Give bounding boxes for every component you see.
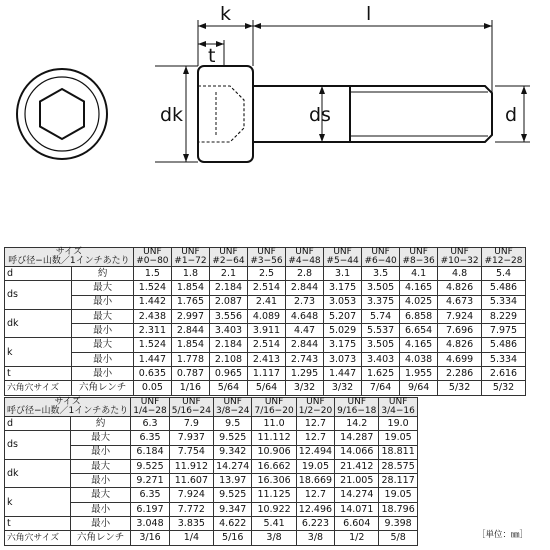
table-cell: 16.306 — [252, 474, 296, 488]
size-header-sublabel: 呼び径−山数／1インチあたり — [7, 406, 129, 416]
table-cell: 7.924 — [169, 488, 213, 502]
table-cell: 3.175 — [324, 338, 362, 352]
table-row — [5, 352, 526, 366]
row-sublabel: 最小 — [72, 367, 134, 381]
table-cell: 4.673 — [438, 295, 482, 309]
table-cell: 9.398 — [379, 517, 417, 531]
table-cell: 1.442 — [133, 295, 171, 309]
table-cell: 6.35 — [131, 488, 169, 502]
thread-type: UNF — [450, 247, 469, 257]
table-cell: 1/4 — [169, 531, 213, 545]
row-sublabel: 最大 — [72, 281, 134, 295]
bolt-drawing — [0, 0, 550, 245]
table-cell: 2.73 — [286, 295, 324, 309]
thread-size: 9/16−18 — [337, 406, 377, 416]
table-cell: 11.912 — [169, 459, 213, 473]
table-cell: 4.025 — [400, 295, 438, 309]
table-cell: 19.05 — [296, 459, 334, 473]
table-cell: 19.05 — [379, 488, 417, 502]
row-label: k — [5, 338, 72, 367]
table-cell: 3.375 — [362, 295, 400, 309]
thread-type: UNF — [494, 247, 513, 257]
table-cell: 9.271 — [131, 474, 169, 488]
table-cell: 2.108 — [209, 352, 247, 366]
table-cell: 0.787 — [171, 367, 209, 381]
table-cell: 6.35 — [131, 431, 169, 445]
table-row — [5, 324, 526, 338]
row-sublabel: 最大 — [70, 431, 130, 445]
shank-outline — [253, 86, 492, 142]
table-cell: 9.525 — [213, 488, 251, 502]
size-header-sublabel: 呼び径−山数／1インチあたり — [8, 256, 130, 266]
size-column-header — [133, 248, 171, 267]
table-cell: 5.029 — [324, 324, 362, 338]
table-cell: 14.071 — [335, 502, 379, 516]
thread-size: 3/4−16 — [381, 406, 415, 416]
table-cell: 9/64 — [400, 381, 438, 395]
size-column-header — [131, 398, 169, 417]
row-sublabel: 最小 — [72, 352, 134, 366]
table-cell: 2.184 — [209, 281, 247, 295]
table-cell: 5.74 — [362, 309, 400, 323]
thread-type: UNF — [219, 247, 238, 257]
table-cell: 2.844 — [286, 281, 324, 295]
row-sublabel: 最大 — [70, 459, 130, 473]
table-cell: 0.05 — [133, 381, 171, 395]
table-cell: 19.0 — [379, 417, 417, 431]
table-cell: 8.229 — [482, 309, 526, 323]
row-sublabel: 六角レンチ — [70, 531, 130, 545]
table-row — [5, 295, 526, 309]
table-cell: 5.334 — [482, 352, 526, 366]
thread-type: UNF — [223, 397, 242, 407]
table-row — [5, 531, 418, 545]
table-row — [5, 281, 526, 295]
table-cell: 2.438 — [133, 309, 171, 323]
size-header-label: サイズ — [55, 247, 83, 257]
thread-size: 1/4−28 — [133, 406, 167, 416]
row-label: d — [5, 417, 71, 431]
table-cell: 12.496 — [296, 502, 334, 516]
table-cell: 3.911 — [247, 324, 285, 338]
table-cell: 9.5 — [213, 417, 251, 431]
table-cell: 1.955 — [400, 367, 438, 381]
table-cell: 3.556 — [209, 309, 247, 323]
row-sublabel: 六角レンチ — [72, 381, 134, 395]
table-cell: 7.975 — [482, 324, 526, 338]
table-cell: 3/8 — [252, 531, 296, 545]
table-cell: 1.524 — [133, 281, 171, 295]
row-label: dk — [5, 309, 72, 338]
size-column-header — [335, 398, 379, 417]
table-cell: 18.796 — [379, 502, 417, 516]
table-cell: 1/16 — [171, 381, 209, 395]
thread-size: #8−36 — [402, 256, 435, 266]
row-sublabel: 最小 — [72, 324, 134, 338]
size-column-header — [213, 398, 251, 417]
row-label: k — [5, 488, 71, 517]
table-cell: 4.038 — [400, 352, 438, 366]
row-label: ds — [5, 431, 71, 460]
table-cell: 11.112 — [252, 431, 296, 445]
table-cell: 1.295 — [286, 367, 324, 381]
table-row — [5, 267, 526, 281]
table-cell: 5.486 — [482, 281, 526, 295]
table-cell: 3.053 — [324, 295, 362, 309]
size-header-cell — [5, 248, 134, 267]
table-cell: 2.286 — [438, 367, 482, 381]
table-cell: 28.117 — [379, 474, 417, 488]
table-cell: 14.2 — [335, 417, 379, 431]
size-column-header — [209, 248, 247, 267]
table-cell: 1/2 — [335, 531, 379, 545]
table-cell: 3.175 — [324, 281, 362, 295]
table-cell: 10.906 — [252, 445, 296, 459]
row-sublabel: 最大 — [70, 488, 130, 502]
thread-type: UNF — [257, 247, 276, 257]
table-cell: 2.1 — [209, 267, 247, 281]
table-cell: 14.274 — [213, 459, 251, 473]
table-cell: 2.844 — [286, 338, 324, 352]
size-column-header — [400, 248, 438, 267]
table-cell: 4.1 — [400, 267, 438, 281]
table-cell: 12.494 — [296, 445, 334, 459]
table-cell: 6.223 — [296, 517, 334, 531]
table-cell: 5/16 — [213, 531, 251, 545]
table-cell: 4.622 — [213, 517, 251, 531]
thread-size: #2−64 — [212, 256, 245, 266]
row-sublabel: 最小 — [70, 445, 130, 459]
table-cell: 12.7 — [296, 417, 334, 431]
spec-table-2 — [4, 397, 418, 546]
table-cell: 2.5 — [247, 267, 285, 281]
table-cell: 2.8 — [286, 267, 324, 281]
table-cell: 3.505 — [362, 281, 400, 295]
spec-table-1 — [4, 247, 526, 396]
table-cell: 4.826 — [438, 338, 482, 352]
row-sublabel: 最小 — [70, 502, 130, 516]
table-cell: 4.8 — [438, 267, 482, 281]
table-cell: 1.778 — [171, 352, 209, 366]
table-cell: 2.087 — [209, 295, 247, 309]
table-cell: 1.765 — [171, 295, 209, 309]
table-cell: 5.537 — [362, 324, 400, 338]
table-row — [5, 517, 418, 531]
row-sublabel: 最小 — [70, 517, 130, 531]
dim-label-ds: ds — [309, 104, 331, 126]
table-cell: 3/8 — [296, 531, 334, 545]
size-column-header — [362, 248, 400, 267]
head-side-view — [198, 66, 253, 162]
table-row — [5, 381, 526, 395]
table-cell: 4.699 — [438, 352, 482, 366]
table-cell: 5/8 — [379, 531, 417, 545]
table-cell: 4.47 — [286, 324, 324, 338]
table-cell: 1.854 — [171, 338, 209, 352]
table-cell: 1.625 — [362, 367, 400, 381]
table-cell: 21.005 — [335, 474, 379, 488]
table-row — [5, 338, 526, 352]
table-cell: 5.41 — [252, 517, 296, 531]
thread-size: 1/2−20 — [298, 406, 333, 416]
table-cell: 1.447 — [133, 352, 171, 366]
table-cell: 2.514 — [247, 281, 285, 295]
row-sublabel: 最大 — [72, 309, 134, 323]
table-cell: 2.184 — [209, 338, 247, 352]
table-cell: 11.0 — [252, 417, 296, 431]
table-cell: 7.772 — [169, 502, 213, 516]
row-sublabel: 約 — [70, 417, 130, 431]
thread-size: 3/8−24 — [215, 406, 250, 416]
table-cell: 2.844 — [171, 324, 209, 338]
thread-size: #6−40 — [364, 256, 397, 266]
table-cell: 21.412 — [335, 459, 379, 473]
table-cell: 1.447 — [324, 367, 362, 381]
table-cell: 7.924 — [438, 309, 482, 323]
table-cell: 3.505 — [362, 338, 400, 352]
table-cell: 18.811 — [379, 445, 417, 459]
table-cell: 2.41 — [247, 295, 285, 309]
size-column-header — [482, 248, 526, 267]
table-cell: 5.207 — [324, 309, 362, 323]
thread-type: UNF — [143, 247, 162, 257]
head-end-view-outer — [17, 69, 107, 159]
dim-label-k: k — [220, 3, 232, 25]
table-cell: 12.7 — [296, 431, 334, 445]
dim-label-t: t — [208, 45, 216, 67]
table-cell: 1.524 — [133, 338, 171, 352]
table-cell: 9.525 — [131, 459, 169, 473]
size-column-header — [252, 398, 296, 417]
table-cell: 1.854 — [171, 281, 209, 295]
table-cell: 9.342 — [213, 445, 251, 459]
size-column-header — [296, 398, 334, 417]
table-cell: 1.117 — [247, 367, 285, 381]
table-cell: 0.965 — [209, 367, 247, 381]
table-cell: 3/16 — [131, 531, 169, 545]
thread-type: UNF — [140, 397, 160, 407]
row-label: dk — [5, 459, 71, 488]
size-column-header — [247, 248, 285, 267]
unit-note: ［単位：㎜］ — [476, 530, 528, 540]
size-column-header — [379, 398, 417, 417]
size-column-header — [324, 248, 362, 267]
table-cell: 3.403 — [209, 324, 247, 338]
thread-size: #10−32 — [440, 256, 479, 266]
thread-size: #1−72 — [174, 256, 207, 266]
size-column-header — [169, 398, 213, 417]
table-cell: 2.743 — [286, 352, 324, 366]
thread-size: 5/16−24 — [171, 406, 211, 416]
thread-type: UNF — [181, 247, 200, 257]
table-cell: 6.858 — [400, 309, 438, 323]
table-row — [5, 417, 418, 431]
table-cell: 3.5 — [362, 267, 400, 281]
thread-type: UNF — [333, 247, 352, 257]
table-cell: 6.3 — [131, 417, 169, 431]
table-cell: 7.9 — [169, 417, 213, 431]
table-cell: 5/64 — [247, 381, 285, 395]
table-cell: 7.696 — [438, 324, 482, 338]
dim-label-dk: dk — [160, 104, 184, 126]
table-cell: 28.575 — [379, 459, 417, 473]
thread-size: #5−44 — [326, 256, 359, 266]
hex-socket-icon — [40, 89, 84, 139]
table-cell: 1.8 — [171, 267, 209, 281]
thread-size: #0−80 — [136, 256, 169, 266]
thread-type: UNF — [388, 397, 408, 407]
table-cell: 5.4 — [482, 267, 526, 281]
table-cell: 5.486 — [482, 338, 526, 352]
table-cell: 9.525 — [213, 431, 251, 445]
row-sublabel: 最小 — [72, 295, 134, 309]
table-cell: 0.635 — [133, 367, 171, 381]
table-cell: 7/64 — [362, 381, 400, 395]
table-cell: 11.607 — [169, 474, 213, 488]
thread-type: UNF — [306, 397, 325, 407]
thread-type: UNF — [264, 397, 284, 407]
table-cell: 3.403 — [362, 352, 400, 366]
thread-size: #4−48 — [288, 256, 321, 266]
table-row — [5, 431, 418, 445]
size-column-header — [438, 248, 482, 267]
thread-type: UNF — [295, 247, 314, 257]
table-cell: 3/32 — [324, 381, 362, 395]
size-header-cell — [5, 398, 131, 417]
table-cell: 13.97 — [213, 474, 251, 488]
table-cell: 11.125 — [252, 488, 296, 502]
thread-size: 7/16−20 — [254, 406, 294, 416]
table-cell: 6.604 — [335, 517, 379, 531]
table-cell: 2.514 — [247, 338, 285, 352]
row-label: 六角穴サイズ — [5, 531, 71, 545]
row-sublabel: 約 — [72, 267, 134, 281]
table-cell: 2.413 — [247, 352, 285, 366]
thread-size: #3−56 — [250, 256, 283, 266]
table-cell: 1.5 — [133, 267, 171, 281]
table-row — [5, 367, 526, 381]
row-label: ds — [5, 281, 72, 310]
row-sublabel: 最小 — [70, 474, 130, 488]
table-cell: 6.654 — [400, 324, 438, 338]
dim-label-d: d — [505, 104, 518, 126]
size-column-header — [286, 248, 324, 267]
thread-type: UNF — [347, 397, 367, 407]
table-cell: 5/64 — [209, 381, 247, 395]
table-cell: 14.287 — [335, 431, 379, 445]
table-cell: 5/32 — [438, 381, 482, 395]
table-cell: 16.662 — [252, 459, 296, 473]
table-cell: 2.311 — [133, 324, 171, 338]
table-cell: 7.754 — [169, 445, 213, 459]
thread-type: UNF — [409, 247, 428, 257]
table-row — [5, 488, 418, 502]
row-label: 六角穴サイズ — [5, 381, 72, 395]
table-cell: 3/32 — [286, 381, 324, 395]
row-sublabel: 最大 — [72, 338, 134, 352]
size-column-header — [171, 248, 209, 267]
table-row — [5, 309, 526, 323]
table-cell: 4.165 — [400, 281, 438, 295]
table-cell: 5.334 — [482, 295, 526, 309]
thread-type: UNF — [182, 397, 201, 407]
row-label: d — [5, 267, 72, 281]
table-cell: 4.089 — [247, 309, 285, 323]
table-cell: 18.669 — [296, 474, 334, 488]
thread-size: #12−28 — [484, 256, 523, 266]
table-cell: 6.197 — [131, 502, 169, 516]
table-row — [5, 459, 418, 473]
table-cell: 3.073 — [324, 352, 362, 366]
table-cell: 9.347 — [213, 502, 251, 516]
dim-label-l: l — [366, 3, 372, 25]
table-cell: 12.7 — [296, 488, 334, 502]
table-cell: 3.048 — [131, 517, 169, 531]
table-cell: 2.997 — [171, 309, 209, 323]
table-cell: 7.937 — [169, 431, 213, 445]
table-cell: 14.066 — [335, 445, 379, 459]
table-cell: 14.274 — [335, 488, 379, 502]
size-header-label: サイズ — [54, 397, 81, 407]
table-cell: 6.184 — [131, 445, 169, 459]
table-cell: 4.165 — [400, 338, 438, 352]
table-cell: 5/32 — [482, 381, 526, 395]
table-cell: 3.1 — [324, 267, 362, 281]
table-cell: 19.05 — [379, 431, 417, 445]
table-cell: 2.616 — [482, 367, 526, 381]
table-cell: 4.648 — [286, 309, 324, 323]
table-cell: 4.826 — [438, 281, 482, 295]
table-cell: 10.922 — [252, 502, 296, 516]
row-label: t — [5, 367, 72, 381]
table-cell: 3.835 — [169, 517, 213, 531]
row-label: t — [5, 517, 71, 531]
thread-type: UNF — [371, 247, 390, 257]
